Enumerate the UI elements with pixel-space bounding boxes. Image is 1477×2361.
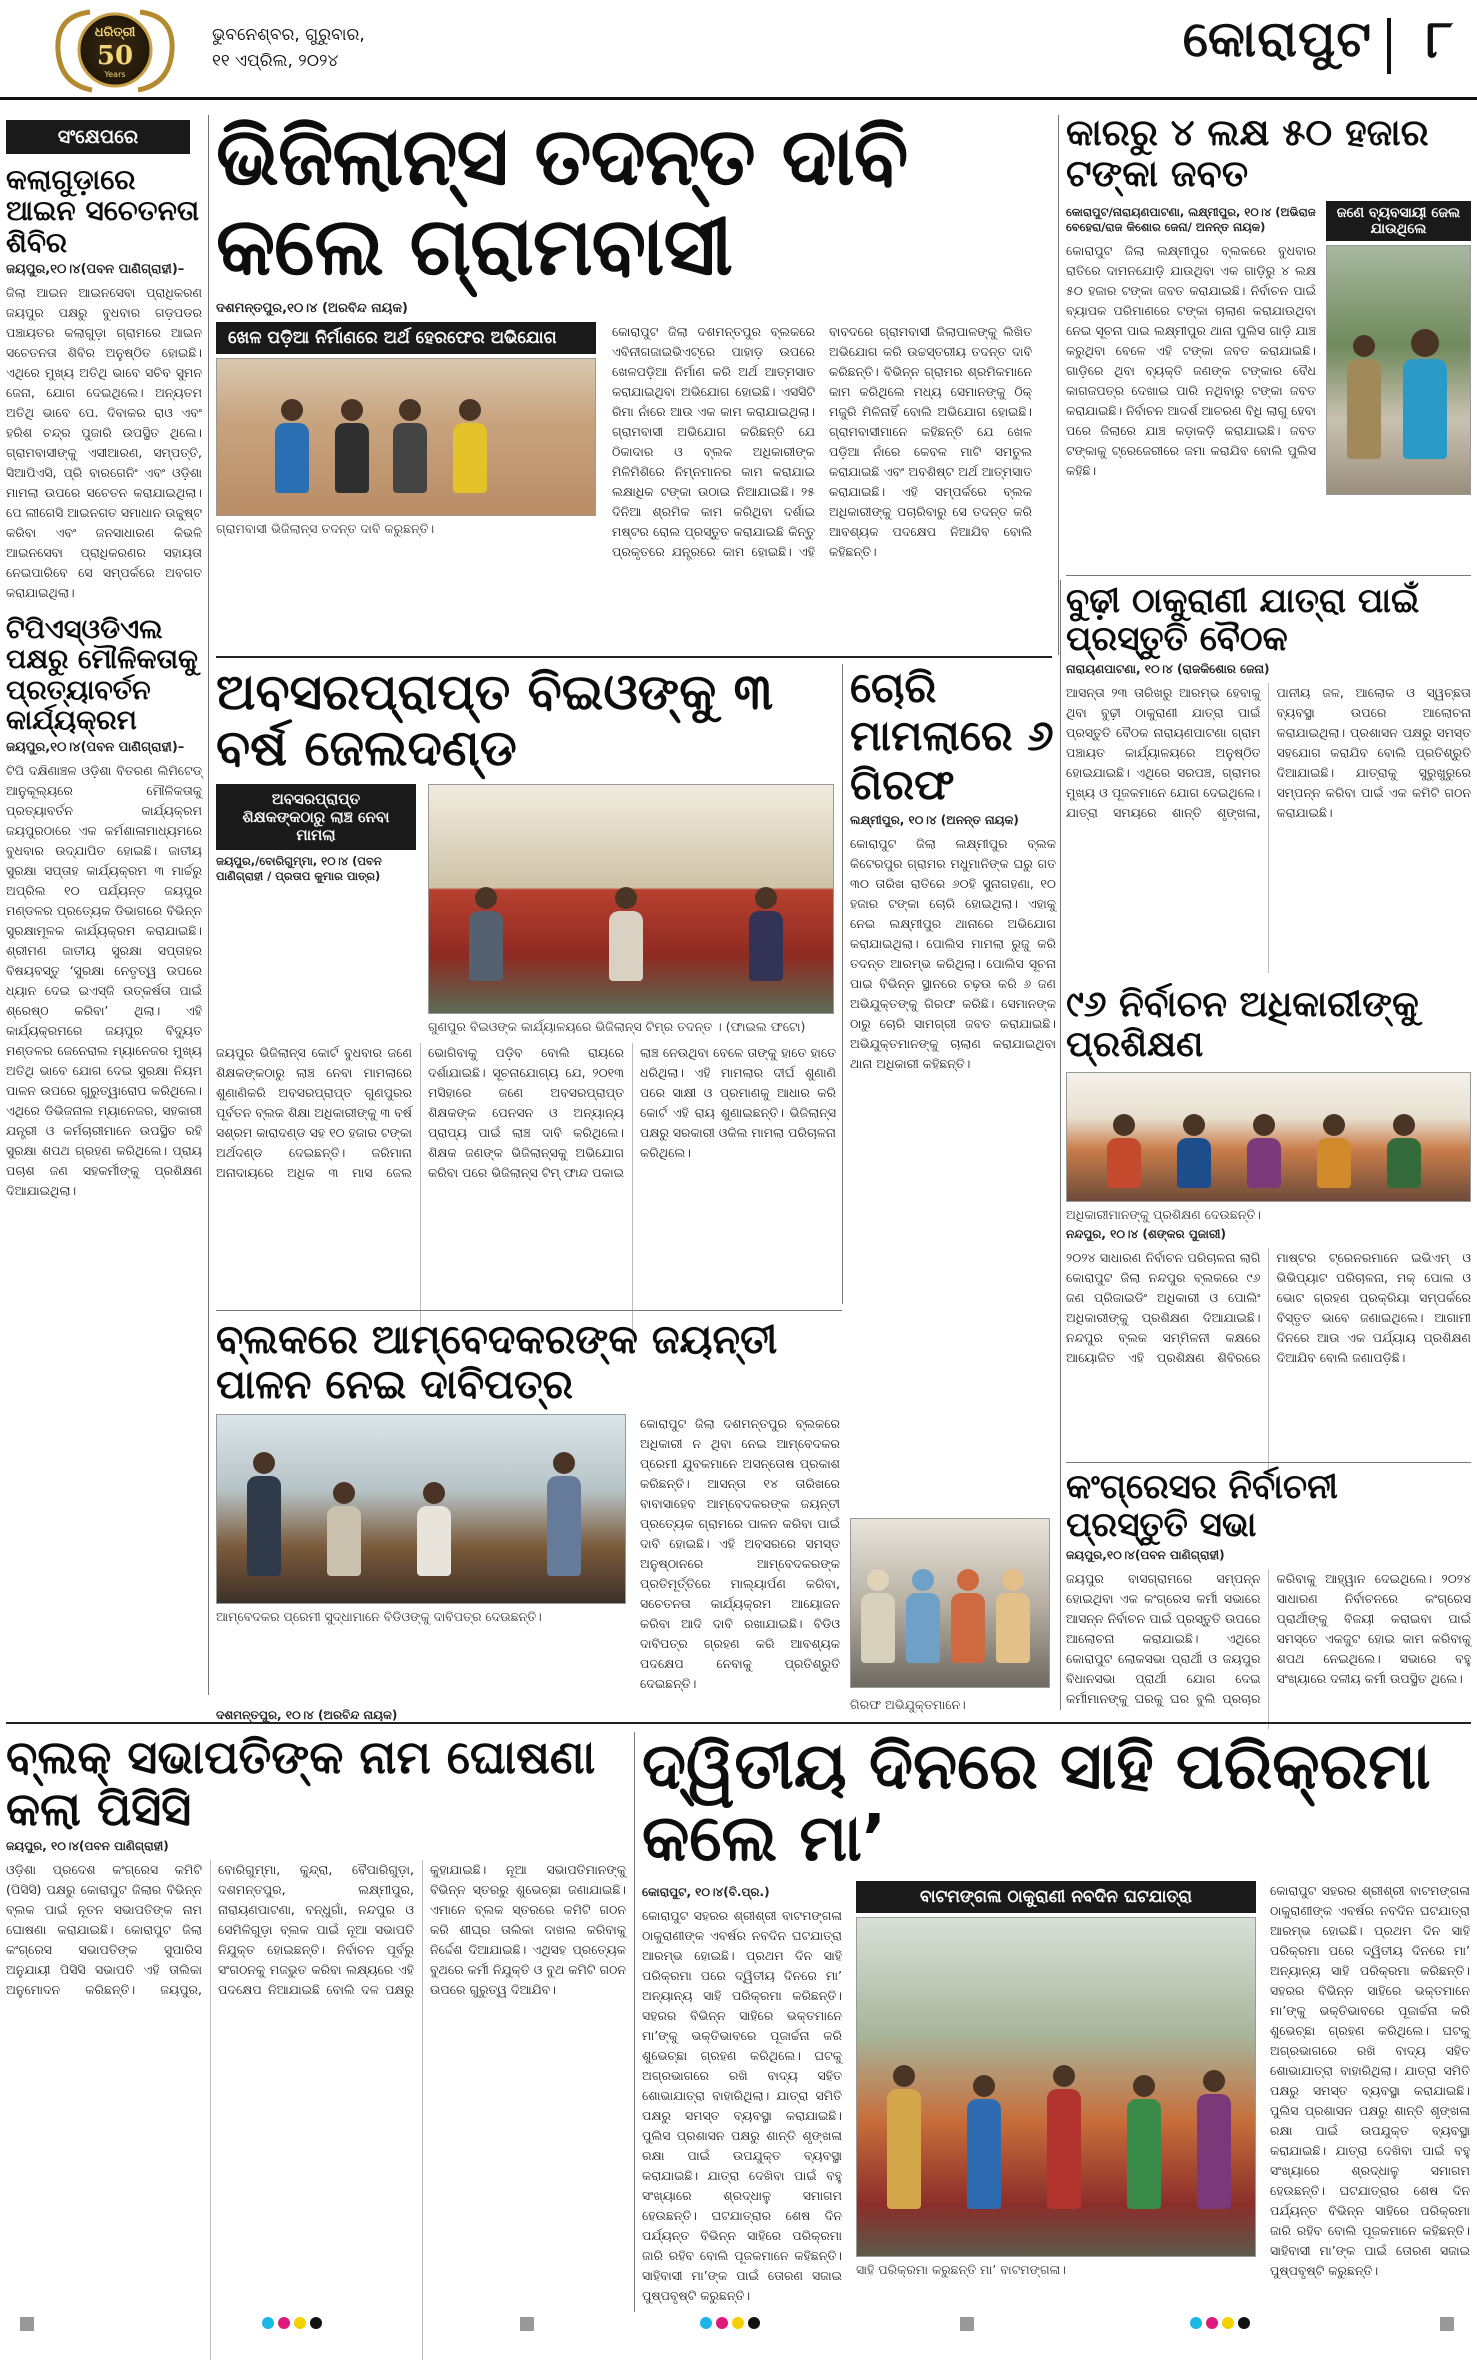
training-photo — [1066, 1072, 1471, 1202]
devotee-figure — [1047, 2065, 1081, 2209]
beo-photo — [428, 784, 834, 1014]
accused-figure — [906, 1569, 940, 1663]
festival-photo-caption: ସାହି ପରିକ୍ରମା କରୁଛନ୍ତି ମା’ ବାଟମଙ୍ଗଳା। — [856, 2262, 1066, 2278]
man-figure — [1403, 329, 1447, 459]
print-registration-marks — [0, 2317, 1477, 2331]
theft-photo-caption: ଗିରଫ ଅଭିଯୁକ୍ତମାନେ। — [850, 1697, 966, 1712]
lead-byline: ଦଶମନ୍ତପୁର,୧୦।୪ (ଅରବିନ୍ଦ ନାୟକ) — [216, 301, 408, 317]
villager-figure — [335, 399, 369, 493]
beo-photo-caption: ଗୁଣପୁର ବିଇଓଙ୍କ କାର୍ଯ୍ୟାଳୟରେ ଭିଜିଲାନ୍ସ ଟିମ୍ର ତଦନ୍ତ । (ଫାଇଲ ଫଟୋ) — [428, 1019, 806, 1034]
training-story — [1066, 985, 1471, 1460]
training-headline: ୯୬ ନିର୍ବାଚନ ଅଧିକାରୀଙ୍କୁ ପ୍ରଶିକ୍ଷଣ — [1066, 984, 1419, 1066]
villager-figure — [275, 399, 309, 493]
section-rule — [1066, 1462, 1471, 1463]
block-president-body: ଓଡ଼ିଶା ପ୍ରଦେଶ କଂଗ୍ରେସ କମିଟି (ପିସିସି) ପକ୍ଷରୁ କୋରାପୁଟ ଜିଲାର ବିଭିନ୍ନ ବ୍ଲକ ପାଇଁ ନୂତନ ସଭାପତିଙ୍କ ନାମ ଘୋଷଣା କରାଯାଇଛି। କୋରାପୁଟ ଜିଲା କଂଗ୍ରେସ ସଭାପତିଙ୍କ ସୁପାରିସ ଅନୁଯାୟୀ ପିସିସି ସଭାପତି ଏହି ତାଲିକା ଅନୁମୋଦନ କରିଛନ୍ତି। ଜୟପୁର, ବୋରିଗୁମ୍ମା, କୁନ୍ଦ୍ରା, ବୈପାରିଗୁଡ଼ା, ଦଶମନ୍ତପୁର, ଲକ୍ଷ୍ମୀପୁର, ନାରାୟଣପାଟଣା, ବନ୍ଧୁଗାଁ, ନନ୍ଦପୁର ଓ ସେମିଳିଗୁଡ଼ା ବ୍ଲକ ପାଇଁ ନୂଆ ସଭାପତି ନିଯୁକ୍ତ ହୋଇଛନ୍ତି। ନିର୍ବାଚନ ପୂର୍ବରୁ ସଂଗଠନକୁ ମଜଭୁତ କରିବା ଲକ୍ଷ୍ୟରେ ଏହି ପଦକ୍ଷେପ ନିଆଯାଇଛି ବୋଲି ଦଳ ପକ୍ଷରୁ କୁହାଯାଇଛି। ନୂଆ ସଭାପତିମାନଙ୍କୁ ବିଭିନ୍ନ ସ୍ତରରୁ ଶୁଭେଚ୍ଛା ଜଣାଯାଇଛି। ଏମାନେ ବ୍ଲକ ସ୍ତରରେ କମିଟି ଗଠନ କରି ଶୀଘ୍ର ତାଲିକା ଦାଖଲ କରିବାକୁ ନିର୍ଦ୍ଦେଶ ଦିଆଯାଇଛି। ଏଥିସହ ପ୍ରତ୍ୟେକ ବୁଥରେ କର୍ମୀ ନିଯୁକ୍ତି ଓ ବୁଥ କମିଟି ଗଠନ ଉପରେ ଗୁରୁତ୍ୱ ଦିଆଯିବ। — [6, 1862, 626, 1998]
villager-figure — [393, 399, 427, 493]
lead-photo — [216, 358, 596, 516]
festival-photo — [856, 1917, 1256, 2257]
column-rule — [208, 115, 209, 1695]
block-president-story — [6, 1732, 626, 2322]
seizure-headline: କାରରୁ ୪ ଲକ୍ଷ ୫୦ ହଜାର ଟଙ୍କା ଜବତ — [1066, 111, 1429, 196]
devotee-figure — [887, 2065, 921, 2209]
seizure-kicker: ଜଣେ ବ୍ୟବସାୟୀ ଜେଲ ଯାଉଥିଲେ — [1326, 201, 1471, 241]
officer-figure — [749, 887, 783, 981]
reg-magenta-dot — [278, 2317, 290, 2329]
lead-headline: ଭିଜିଲାନ୍ସ ତଦନ୍ତ ଦାବି କଲେ ଗ୍ରାମବାସୀ — [216, 110, 908, 293]
dharitri-50-years-logo — [40, 6, 190, 94]
training-photo-caption: ଅଧିକାରୀମାନଙ୍କୁ ପ୍ରଶିକ୍ଷଣ ଦେଉଛନ୍ତି। — [1066, 1206, 1261, 1222]
column-rule — [842, 664, 843, 1304]
villager-figure — [453, 399, 487, 493]
reg-magenta-dot — [1206, 2317, 1218, 2329]
person-figure — [547, 1452, 581, 1576]
beo-headline: ଅବସରପ୍ରାପ୍ତ ବିଇଓଙ୍କୁ ୩ ବର୍ଷ ଜେଲଦଣ୍ଡ — [216, 663, 773, 777]
theft-byline: ଲକ୍ଷ୍ମୀପୁର, ୧୦।୪ (ଅନନ୍ତ ନାୟକ) — [850, 812, 1019, 827]
seizure-body: କୋରାପୁଟ ଜିଲା ଲକ୍ଷ୍ମୀପୁର ବ୍ଲକରେ ବୁଧବାର ରାତିରେ ଦାମନଯୋଡ଼ି ଯାଉଥିବା ଏକ ଗାଡ଼ିରୁ ୪ ଲକ୍ଷ ୫୦ ହଜାର ଟଙ୍କା ଜବତ କରାଯାଇଛି। ନିର୍ବାଚନ ପାଇଁ ବ୍ୟାପକ ପରିମାଣରେ ଟଙ୍କା ଚାଲାଣ କରାଯାଉଥିବା ନେଇ ସୂଚନା ପାଇ ଲକ୍ଷ୍ମୀପୁର ଥାନା ପୁଲିସ ଗାଡ଼ି ଯାଞ୍ଚ କରୁଥିବା ବେଳେ ଏହି ଟଙ୍କା ଜବତ କରାଯାଇଛି। ଗାଡ଼ିରେ ଥିବା ବ୍ୟକ୍ତି ଜଣଙ୍କ ଟଙ୍କାର ବୈଧ କାଗଜପତ୍ର ଦେଖାଇ ପାରି ନଥିବାରୁ ଟଙ୍କା ଜବତ କରାଯାଇଛି। ନିର୍ବାଚନ ଆଦର୍ଶ ଆଚରଣ ବିଧି ଲାଗୁ ହେବା ପରେ ଜିଲାରେ ଯାଞ୍ଚ କଡ଼ାକଡ଼ି କରାଯାଇଛି। ଜବତ ଟଙ୍କାକୁ ଟ୍ରେଜେରୀରେ ଜମା କରାଯିବ ବୋଲି ପୁଲିସ କହିଛି। — [1066, 242, 1316, 478]
devotee-figure — [1127, 2075, 1161, 2209]
block-president-headline: ବ୍ଲକ୍ ସଭାପତିଙ୍କ ନାମ ଘୋଷଣା କଲା ପିସିସି — [6, 1730, 596, 1836]
bududi-byline: ନାରାୟଣପାଟଣା, ୧୦।୪ (ରାଜକିଶୋର ଜେନା) — [1066, 662, 1270, 677]
crop-mark — [960, 2317, 974, 2331]
seizure-photo — [1326, 245, 1471, 495]
training-body: ୨୦୨୪ ସାଧାରଣ ନିର୍ବାଚନ ପରିଚାଳନା ଲାଗି କୋରାପୁଟ ଜିଲା ନନ୍ଦପୁର ବ୍ଲକରେ ୯୬ ଜଣ ପ୍ରିଜାଇଡିଂ ଅଧିକାରୀ ଓ ପୋଲିଂ ଅଧିକାରୀଙ୍କୁ ପ୍ରଶିକ୍ଷଣ ଦିଆଯାଇଛି। ନନ୍ଦପୁର ବ୍ଲକ ସମ୍ମିଳନୀ କକ୍ଷରେ ଆୟୋଜିତ ଏହି ପ୍ରଶିକ୍ଷଣ ଶିବିରରେ ମାଷ୍ଟର ଟ୍ରେନରମାନେ ଇଭିଏମ୍ ଓ ଭିଭିପ୍ୟାଟ ପରିଚାଳନା, ମକ୍ ପୋଲ ଓ ଭୋଟ ଗ୍ରହଣ ପ୍ରକ୍ରିୟା ସମ୍ପର୍କରେ ବିସ୍ତୃତ ଭାବେ ଜଣାଇଥିଲେ। ଆଗାମୀ ଦିନରେ ଆଉ ଏକ ପର୍ଯ୍ୟାୟ ପ୍ରଶିକ୍ଷଣ ଦିଆଯିବ ବୋଲି ଜଣାପଡ଼ିଛି। — [1066, 1249, 1471, 1365]
festival-body-right: କୋରାପୁଟ ସହରର ଶ୍ରୀଶ୍ରୀ ବାଟମଙ୍ଗଳା ଠାକୁରାଣୀଙ୍କ ଏବର୍ଷର ନବଦିନ ଘଟଯାତ୍ରା ଆରମ୍ଭ ହୋଇଛି। ପ୍ରଥମ ଦିନ ସାହି ପରିକ୍ରମା ପରେ ଦ୍ୱିତୀୟ ଦିନରେ ମା’ ଅନ୍ୟାନ୍ୟ ସାହି ପରିକ୍ରମା କରିଛନ୍ତି। ସହରର ବିଭିନ୍ନ ସାହିରେ ଭକ୍ତମାନେ ମା’ଙ୍କୁ ଭକ୍ତିଭାବରେ ପୂଜାର୍ଚ୍ଚନା କରି ଶୁଭେଚ୍ଛା ଗ୍ରହଣ କରିଥିଲେ। ଘଟକୁ ଅଗ୍ରଭାଗରେ ରଖି ବାଦ୍ୟ ସହିତ ଶୋଭାଯାତ୍ରା ବାହାରିଥିଲା। ଯାତ୍ରା ସମିତି ପକ୍ଷରୁ ସମସ୍ତ ବ୍ୟବସ୍ଥା କରାଯାଇଛି। ପୁଲିସ ପ୍ରଶାସନ ପକ୍ଷରୁ ଶାନ୍ତି ଶୃଙ୍ଖଳା ରକ୍ଷା ପାଇଁ ଉପଯୁକ୍ତ ବ୍ୟବସ୍ଥା କରାଯାଇଛି। ଯାତ୍ରା ଦେଖିବା ପାଇଁ ବହୁ ସଂଖ୍ୟାରେ ଶ୍ରଦ୍ଧାଳୁ ସମାଗମ ହେଉଛନ୍ତି। ଘଟଯାତ୍ରାର ଶେଷ ଦିନ ପର୍ଯ୍ୟନ୍ତ ବିଭିନ୍ନ ସାହିରେ ପରିକ୍ରମା ଜାରି ରହିବ ବୋଲି ପୂଜକମାନେ କହିଛନ୍ତି। ସାହିବାସୀ ମା’ଙ୍କ ପାଇଁ ତୋରଣ ସଜାଇ ପୁଷ୍ପବୃଷ୍ଟି କରୁଛନ୍ତି। — [1270, 1883, 1470, 2279]
beo-body: ଜୟପୁର ଭିଜିଲାନ୍ସ କୋର୍ଟ ବୁଧବାର ଜଣେ ଶିକ୍ଷକଙ୍କଠାରୁ ଲାଞ୍ଚ ନେବା ମାମଲାରେ ଶୁଣାଣିକରି ଅବସରପ୍ରାପ୍ତ ଗୁଣପୁରର ପୂର୍ବତନ ବ୍ଲକ ଶିକ୍ଷା ଅଧିକାରୀଙ୍କୁ ୩ ବର୍ଷ ସଶ୍ରମ କାରାଦଣ୍ଡ ସହ ୧୦ ହଜାର ଟଙ୍କା ଅର୍ଥଦଣ୍ଡ ଦେଇଛନ୍ତି। ଜରିମାନା ଅନାଦାୟରେ ଅଧିକ ୩ ମାସ ଜେଲ ଭୋଗିବାକୁ ପଡ଼ିବ ବୋଲି ରାୟରେ ଦର୍ଶାଯାଇଛି। ସୂଚନାଯୋଗ୍ୟ ଯେ, ୨୦୧୩ ମସିହାରେ ଜଣେ ଅବସରପ୍ରାପ୍ତ ଶିକ୍ଷକଙ୍କ ପେନସନ ଓ ଅନ୍ୟାନ୍ୟ ପ୍ରାପ୍ୟ ପାଇଁ ଲାଞ୍ଚ ଦାବି କରିଥିଲେ। ଶିକ୍ଷକ ଜଣଙ୍କ ଭିଜିଲାନ୍ସକୁ ଅଭିଯୋଗ କରିବା ପରେ ଭିଜିଲାନ୍ସ ଟିମ୍ ଫାନ୍ଦ ପକାଇ ଲାଞ୍ଚ ନେଉଥିବା ବେଳେ ତାଙ୍କୁ ହାତେ ହାତେ ଧରିଥିଲା। ଏହି ମାମଲାର ଦୀର୍ଘ ଶୁଣାଣି ପରେ ସାକ୍ଷୀ ଓ ପ୍ରମାଣକୁ ଆଧାର କରି କୋର୍ଟ ଏହି ରାୟ ଶୁଣାଇଛନ୍ତି। ଭିଜିଲାନ୍ସ ପକ୍ଷରୁ ସରକାରୀ ଓକିଲ ମାମଲା ପରିଚାଳନା କରିଥିଲେ। — [216, 1045, 836, 1180]
crop-mark — [20, 2317, 34, 2331]
reg-black-dot — [748, 2317, 760, 2329]
lead-photo-caption: ଗ୍ରାମବାସୀ ଭିଜିଲାନ୍ସ ତଦନ୍ତ ଦାବି କରୁଛନ୍ତି। — [216, 521, 435, 537]
festival-body-left: କୋରାପୁଟ ସହରର ଶ୍ରୀଶ୍ରୀ ବାଟମଙ୍ଗଳା ଠାକୁରାଣୀଙ୍କ ଏବର୍ଷର ନବଦିନ ଘଟଯାତ୍ରା ଆରମ୍ଭ ହୋଇଛି। ପ୍ରଥମ ଦିନ ସାହି ପରିକ୍ରମା ପରେ ଦ୍ୱିତୀୟ ଦିନରେ ମା’ ଅନ୍ୟାନ୍ୟ ସାହି ପରିକ୍ରମା କରିଛନ୍ତି। ସହରର ବିଭିନ୍ନ ସାହିରେ ଭକ୍ତମାନେ ମା’ଙ୍କୁ ଭକ୍ତିଭାବରେ ପୂଜାର୍ଚ୍ଚନା କରି ଶୁଭେଚ୍ଛା ଗ୍ରହଣ କରିଥିଲେ। ଘଟକୁ ଅଗ୍ରଭାଗରେ ରଖି ବାଦ୍ୟ ସହିତ ଶୋଭାଯାତ୍ରା ବାହାରିଥିଲା। ଯାତ୍ରା ସମିତି ପକ୍ଷରୁ ସମସ୍ତ ବ୍ୟବସ୍ଥା କରାଯାଇଛି। ପୁଲିସ ପ୍ରଶାସନ ପକ୍ଷରୁ ଶାନ୍ତି ଶୃଙ୍ଖଳା ରକ୍ଷା ପାଇଁ ଉପଯୁକ୍ତ ବ୍ୟବସ୍ଥା କରାଯାଇଛି। ଯାତ୍ରା ଦେଖିବା ପାଇଁ ବହୁ ସଂଖ୍ୟାରେ ଶ୍ରଦ୍ଧାଳୁ ସମାଗମ ହେଉଛନ୍ତି। ଘଟଯାତ୍ରାର ଶେଷ ଦିନ ପର୍ଯ୍ୟନ୍ତ ବିଭିନ୍ନ ସାହିରେ ପରିକ୍ରମା ଜାରି ରହିବ ବୋଲି ପୂଜକମାନେ କହିଛନ୍ତି। ସାହିବାସୀ ମା’ଙ୍କ ପାଇଁ ତୋରଣ ସଜାଇ ପୁଷ୍ପବୃଷ୍ଟି କରୁଛନ୍ତି। — [642, 1908, 842, 2304]
page-number: ୮ — [1425, 10, 1453, 70]
brief-item1-title: କଲାଗୁଡ଼ାରେ ଆଇନ ସଚେତନତା ଶିବିର — [6, 163, 200, 259]
festival-story — [642, 1732, 1471, 2322]
section-rule — [6, 1722, 1471, 1724]
attendee-figure — [1247, 1114, 1281, 1188]
bududi-story — [1066, 582, 1471, 977]
reg-black-dot — [310, 2317, 322, 2329]
dateline-place-day: ଭୁବନେଶ୍ବର, ଗୁରୁବାର, — [212, 25, 365, 45]
bududi-headline: ବୁଢ଼ୀ ଠାକୁରାଣୀ ଯାତ୍ରା ପାଇଁ ପ୍ରସ୍ତୁତି ବୈଠକ — [1066, 581, 1420, 660]
ambedkar-body-side: କୋରାପୁଟ ଜିଲା ଦଶମନ୍ତପୁର ବ୍ଲକରେ ଅଧିକାରୀ ନ ଥିବା ନେଇ ଆମ୍ବେଦକର ପ୍ରେମୀ ଯୁବକମାନେ ଅସନ୍ତୋଷ ପ୍ରକାଶ କରିଛନ୍ତି। ଆସନ୍ତା ୧୪ ତାରିଖରେ ବାବାସାହେବ ଆମ୍ବେଦକରଙ୍କ ଜୟନ୍ତୀ ପ୍ରତ୍ୟେକ ଗ୍ରାମରେ ପାଳନ କରିବା ପାଇଁ ଦାବି ହୋଇଛି। ଏହି ଅବସରରେ ସମସ୍ତ ଅନୁଷ୍ଠାନରେ ଆମ୍ବେଦକରଙ୍କ ପ୍ରତିମୂର୍ତ୍ତିରେ ମାଲ୍ୟାର୍ପଣ କରିବା, ସଚେତନତା କାର୍ଯ୍ୟକ୍ରମ ଆୟୋଜନ କରିବା ଆଦି ଦାବି ରଖାଯାଇଛି। ବିଡିଓ ଦାବିପତ୍ର ଗ୍ରହଣ କରି ଆବଶ୍ୟକ ପଦକ୍ଷେପ ନେବାକୁ ପ୍ରତିଶ୍ରୁତି ଦେଇଛନ୍ତି। — [640, 1415, 840, 1691]
section-title: କୋରାପୁଟ — [1182, 10, 1372, 68]
officer-figure — [469, 887, 503, 981]
crop-mark — [520, 2317, 534, 2331]
section-rule — [216, 1310, 842, 1311]
accused-figure — [861, 1569, 895, 1663]
brief-item1-byline: ଜୟପୁର,୧୦।୪(ପବନ ପାଣିଗ୍ରାହୀ)– — [6, 262, 185, 278]
reg-yellow-dot — [294, 2317, 306, 2329]
brief-kicker: ସଂକ୍ଷେପରେ — [6, 120, 190, 154]
accused-figure — [951, 1569, 985, 1663]
bududi-body: ଆସନ୍ତା ୨୩ ତାରିଖରୁ ଆରମ୍ଭ ହେବାକୁ ଥିବା ବୁଢ଼ୀ ଠାକୁରାଣୀ ଯାତ୍ରା ପାଇଁ ପ୍ରସ୍ତୁତି ବୈଠକ ନାରାୟଣପାଟଣା ଗ୍ରାମ ପଞ୍ଚାୟତ କାର୍ଯ୍ୟାଳୟରେ ଅନୁଷ୍ଠିତ ହୋଇଯାଇଛି। ଏଥିରେ ସରପଞ୍ଚ, ଗ୍ରାମର ମୁଖ୍ୟ ଓ ପୂଜକମାନେ ଯୋଗ ଦେଇଥିଲେ। ଯାତ୍ରା ସମୟରେ ଶାନ୍ତି ଶୃଙ୍ଖଳା, ପାନୀୟ ଜଳ, ଆଲୋକ ଓ ସ୍ୱଚ୍ଛତା ବ୍ୟବସ୍ଥା ଉପରେ ଆଲୋଚନା କରାଯାଇଥିଲା। ପ୍ରଶାସନ ପକ୍ଷରୁ ସମସ୍ତ ସହଯୋଗ କରାଯିବ ବୋଲି ପ୍ରତିଶ୍ରୁତି ଦିଆଯାଇଛି। ଯାତ୍ରାକୁ ସୁରୁଖୁରୁରେ ସମ୍ପନ୍ନ କରିବା ପାଇଁ ଏକ କମିଟି ଗଠନ କରାଯାଇଛି। — [1066, 685, 1471, 821]
brief-column — [6, 120, 202, 1695]
festival-kicker: ବାଟମଙ୍ଗଳା ଠାକୁରାଣୀ ନବଦିନ ଘଟଯାତ୍ରା — [856, 1881, 1256, 1913]
beo-byline: ଜୟପୁର,/ବୋରିଗୁମ୍ମା, ୧୦।୪ (ପବନ ପାଣିଗ୍ରାହୀ / ପ୍ରତାପ କୁମାର ପାତ୍ର) — [216, 854, 382, 883]
reg-yellow-dot — [732, 2317, 744, 2329]
dateline — [212, 22, 365, 74]
block-president-byline: ଜୟପୁର, ୧୦।୪(ପବନ ପାଣିଗ୍ରାହୀ) — [6, 1839, 169, 1854]
brief-item2-body: ଟିପି ଦକ୍ଷିଣାଞ୍ଚଳ ଓଡ଼ିଶା ବିତରଣ ଲିମିଟେଡ୍ ଆନୁକୂଲ୍ୟରେ ମୌଳିକତାକୁ ପ୍ରତ୍ୟାବର୍ତନ କାର୍ଯ୍ୟକ୍ରମ ଜୟପୁରଠାରେ ଏକ କର୍ମଶାଳାମାଧ୍ୟମରେ ବୁଧବାର ଉଦ୍ଯାପିତ ହୋଇଛି। ଜାତୀୟ ସୁରକ୍ଷା ସପ୍ତାହ କାର୍ଯ୍ୟକ୍ରମ ୩ ମାର୍ଚ୍ଚରୁ ଅପ୍ରିଲ ୧୦ ପର୍ଯ୍ୟନ୍ତ ଜୟପୁର ମଣ୍ଡଳର ପ୍ରତ୍ୟେକ ଡିଭାଗରେ ବିଭିନ୍ନ ସୁରକ୍ଷାମୂଳକ କାର୍ଯ୍ୟକ୍ରମ କରାଯାଇଛି। ଶ୍ରୀମଣ ଜାତୀୟ ସୁରକ୍ଷା ସପ୍ତାହର ବିଷୟବସ୍ତୁ ‘ସୁରକ୍ଷା ନେତୃତ୍ୱ ଉପରେ ଧ୍ୟାନ ଦେଇ ଇଏସ୍ଜି ଉତ୍କର୍ଷତା ପାଇଁ ଶ୍ରେଷ୍ଠ କରିବା’ ଥିଲା। ଏହି କାର୍ଯ୍ୟକ୍ରମରେ ଜୟପୁର ବିଦ୍ୟୁତ ମଣ୍ଡଳର ଜେନେରାଲ ମ୍ୟାନେଜର ମୁଖ୍ୟ ଅତିଥି ଭାବେ ଯୋଗ ଦେଇ ସୁରକ୍ଷା ନିୟମ ପାଳନ ଉପରେ ଗୁରୁତ୍ୱାରୋପ କରିଥିଲେ। ଏଥିରେ ଡିଭିଜନାଲ ମ୍ୟାନେଜର, ସହକାରୀ ଯନ୍ତ୍ରୀ ଓ କର୍ମଚାରୀମାନେ ଉପସ୍ଥିତ ରହି ସୁରକ୍ଷା ଶପଥ ଗ୍ରହଣ କରିଥିଲେ। ପ୍ରାୟ ପଚାଶ ଜଣ ସହକର୍ମୀଙ୍କୁ ପ୍ରଶିକ୍ଷଣ ଦିଆଯାଇଥିଲା। — [6, 763, 202, 1199]
officer-figure — [609, 887, 643, 981]
section-rule — [216, 656, 1052, 658]
logo-wordmark: ଧରିତ୍ରୀ — [94, 25, 136, 40]
congress-byline: ଜୟପୁର,୧୦।୪(ପବନ ପାଣିଗ୍ରାହୀ) — [1066, 1548, 1225, 1563]
beo-story — [216, 664, 836, 1344]
lead-kicker: ଖେଳ ପଡ଼ିଆ ନିର୍ମାଣରେ ଅର୍ଥ ହେରଫେର ଅଭିଯୋଗ — [216, 322, 596, 354]
festival-headline: ଦ୍ୱିତୀୟ ଦିନରେ ସାହି ପରିକ୍ରମା କଲେ ମା’ — [642, 1730, 1431, 1876]
ambedkar-byline: ଦଶମନ୍ତପୁର, ୧୦।୪ (ଅରବିନ୍ଦ ନାୟକ) — [216, 1707, 398, 1722]
beo-kicker: ଅବସରପ୍ରାପ୍ତ ଶିକ୍ଷକଙ୍କଠାରୁ ଲାଞ୍ଚ ନେବା ମାମଲା — [216, 784, 416, 850]
dateline-date: ୧୧ ଏପ୍ରିଲ, ୨୦୨୪ — [212, 51, 339, 71]
reg-yellow-dot — [1222, 2317, 1234, 2329]
brief-item1-body: ଜିଲା ଆଇନ ଆଇନସେବା ପ୍ରାଧିକରଣ ଜୟପୁର ପକ୍ଷରୁ ବୁଧବାର ଗଡ଼ପଡର ପଞ୍ଚାୟତର କଲାଗୁଡ଼ା ଗ୍ରାମରେ ଆଇନ ସଚେତନତା ଶିବିର ଅନୁଷ୍ଠିତ ହୋଇଛି। ଏଥିରେ ମୁଖ୍ୟ ଅତିଥି ଭାବେ ସଚିବ ସୁମନ ଜେନା, ଯୋଗ ଦେଇଥିଲେ। ଅନ୍ୟତମ ଅତିଥି ଭାବେ ପେ. ଦିବାକର ରାଓ ଏବଂ ହରିଶ ଚନ୍ଦ୍ର ପୁଜାରି ଉପସ୍ଥିତ ଥିଲେ। ଗ୍ରାମବାସୀଙ୍କୁ ଏସୀଆରଣ, ସମ୍ପତ୍ତି, ସିଆପିଏସି, ପ୍ରି ବାରଗେନିଂ ଏବଂ ଓଡ଼ିଶା ମାମଲା ଉପରେ ସଚେତନ କରାଯାଇଥିଲା। ପେ ଲୀଗେସି ଆଇନଗତ ସମାଧାନ ଉଚ୍ଚୁଷ୍ଟ କରିବା ଏବଂ ଜନସାଧାରଣ କିଭଳି ଆଇନସେବା ପ୍ରାଧିକରଣର ସହାୟତା ନେଇପାରିବେ ସେ ସମ୍ପର୍କରେ ଅବଗତ କରାଯାଇଥିଲା। — [6, 285, 202, 601]
police-figure — [1347, 335, 1381, 459]
training-byline: ନନ୍ଦପୁର, ୧୦।୪ (ଶଙ୍କର ପୁଜାରୀ) — [1066, 1226, 1227, 1241]
page-number-divider — [1387, 18, 1391, 74]
theft-headline: ଚୋରି ମାମଲାରେ ୬ ଗିରଫ — [850, 663, 1054, 809]
masthead — [0, 0, 1477, 100]
ambedkar-photo — [216, 1414, 626, 1604]
column-rule — [634, 1732, 635, 2312]
attendee-figure — [1317, 1114, 1351, 1188]
devotee-figure — [1197, 2070, 1231, 2209]
reg-magenta-dot — [716, 2317, 728, 2329]
reg-cyan-dot — [1190, 2317, 1202, 2329]
person-figure — [247, 1452, 281, 1576]
ambedkar-photo-caption: ଆମ୍ବେଦକର ପ୍ରେମୀ ସୁଦ୍ଧାମାନେ ବିଡିଓଙ୍କୁ ଦାବିପତ୍ର ଦେଉଛନ୍ତି। — [216, 1608, 542, 1624]
seizure-byline: କୋରାପୁଟ/ନାରାୟଣପାଟଣା, ଲକ୍ଷ୍ମୀପୁର, ୧୦।୪ (ଅଭିରାଜ ବେହେରା/ରାଜ କିଶୋର ଜେନା/ ଅନନ୍ତ ନାୟକ) — [1066, 204, 1316, 234]
festival-byline: କୋରାପୁଟ, ୧୦।୪(ବି.ପ୍ର.) — [642, 1885, 770, 1900]
reg-cyan-dot — [262, 2317, 274, 2329]
logo-years-number: 50 — [96, 41, 134, 71]
seizure-story — [1066, 112, 1471, 572]
attendee-figure — [1107, 1114, 1141, 1188]
congress-side-photo — [850, 1518, 1050, 1688]
devotee-figure — [967, 2075, 1001, 2209]
congress-story — [850, 1468, 1471, 1718]
ambedkar-headline: ବ୍ଲକରେ ଆମ୍ବେଦକରଙ୍କ ଜୟନ୍ତୀ ପାଳନ ନେଇ ଦାବିପତ୍ର — [216, 1317, 778, 1408]
attendee-figure — [1387, 1114, 1421, 1188]
congress-body: ଜୟପୁର ବାସଗ୍ରାମରେ ସମ୍ପନ୍ନ ହୋଇଥିବା ଏକ କଂଗ୍ରେସ କର୍ମୀ ସଭାରେ ଆସନ୍ନ ନିର୍ବାଚନ ପାଇଁ ପ୍ରସ୍ତୁତି ଉପରେ ଆଲୋଚନା କରାଯାଇଛି। ଏଥିରେ କୋରାପୁଟ ଲୋକସଭା ପ୍ରାର୍ଥୀ ଓ ଜୟପୁର ବିଧାନସଭା ପ୍ରାର୍ଥୀ ଯୋଗ ଦେଇ କର୍ମୀମାନଙ୍କୁ ଘରକୁ ଘର ବୁଲି ପ୍ରଚାର କରିବାକୁ ଆହ୍ୱାନ ଦେଇଥିଲେ। ୨୦୨୪ ସାଧାରଣ ନିର୍ବାଚନରେ କଂଗ୍ରେସ ପ୍ରାର୍ଥୀଙ୍କୁ ବିଜୟୀ କରାଇବା ପାଇଁ ସମସ୍ତେ ଏକଜୁଟ ହୋଇ କାମ କରିବାକୁ ଶପଥ ନେଇଥିଲେ। ସଭାରେ ବହୁ ସଂଖ୍ୟାରେ ଦଳୀୟ କର୍ମୀ ଉପସ୍ଥିତ ଥିଲେ। — [1066, 1571, 1471, 1707]
congress-headline: କଂଗ୍ରେସର ନିର୍ବାଚନୀ ପ୍ରସ୍ତୁତି ସଭା — [1066, 1467, 1338, 1546]
lead-body: କୋରାପୁଟ ଜିଲା ଦଶମନ୍ତପୁର ବ୍ଲକରେ ଏବିନୀଗଜାଇଭିଏଟ୍‌ରେ ପାହାଡ଼ ଉପରେ ଖେଳପଡ଼ିଆ ନିର୍ମାଣ କରି ଅର୍ଥ ଆତ୍ମସାତ କରାଯାଇଥିବା ଅଭିଯୋଗ ହୋଇଛି। ଏସସିଟି ରିମା ନାଁରେ ଆଉ ଏକ କାମ କରାଯାଇଥିଲା। ଗ୍ରାମବାସୀ ଅଭିଯୋଗ କରିଛନ୍ତି ଯେ ଠିକାଦାର ଓ ବ୍ଲକ ଅଧିକାରୀଙ୍କ ମିଳିମିଶିରେ ନିମ୍ନମାନର କାମ କରାଯାଇ ଲକ୍ଷାଧିକ ଟଙ୍କା ଉଠାଇ ନିଆଯାଇଛି। ୨୫ ଦିନିଆ ଶ୍ରମିକ କାମ କରିଥିବା ଦର୍ଶାଇ ମଷ୍ଟର ରୋଲ ପ୍ରସ୍ତୁତ କରାଯାଇଛି କିନ୍ତୁ ପ୍ରକୃତରେ ଯନ୍ତ୍ରରେ କାମ ହୋଇଛି। ଏହି ବାବଦରେ ଗ୍ରାମବାସୀ ଜିଲାପାଳଙ୍କୁ ଲିଖିତ ଅଭିଯୋଗ କରି ଉଚ୍ଚସ୍ତରୀୟ ତଦନ୍ତ ଦାବି କରିଛନ୍ତି। ବିଭିନ୍ନ ଗ୍ରାମର ଶ୍ରମିକମାନେ କାମ କରିଥିଲେ ମଧ୍ୟ ସେମାନଙ୍କୁ ଠିକ୍ ମଜୁରି ମିଳିନାହିଁ ବୋଲି ଅଭିଯୋଗ ହୋଇଛି। ଗ୍ରାମବାସୀମାନେ କହିଛନ୍ତି ଯେ ଖେଳ ପଡ଼ିଆ ନାଁରେ କେବଳ ମାଟି ସମତୁଲ କରାଯାଇଛି ଏବଂ ଅବଶିଷ୍ଟ ଅର୍ଥ ଆତ୍ମସାତ କରାଯାଇଛି। ଏହି ସମ୍ପର୍କରେ ବ୍ଲକ ଅଧିକାରୀଙ୍କୁ ପଚାରିବାରୁ ସେ ତଦନ୍ତ କରି ଆବଶ୍ୟକ ପଦକ୍ଷେପ ନିଆଯିବ ବୋଲି କହିଛନ୍ତି। — [612, 324, 1032, 560]
reg-black-dot — [1238, 2317, 1250, 2329]
person-figure — [327, 1482, 361, 1576]
column-rule — [1058, 115, 1059, 655]
logo-years-word: Years — [104, 70, 126, 79]
reg-cyan-dot — [700, 2317, 712, 2329]
attendee-figure — [1177, 1114, 1211, 1188]
section-rule — [1066, 575, 1471, 576]
person-figure — [417, 1482, 451, 1576]
brief-item2-byline: ଜୟପୁର,୧୦।୪(ପବନ ପାଣିଗ୍ରାହୀ)– — [6, 740, 185, 756]
ambedkar-story — [216, 1317, 842, 1722]
accused-figure — [996, 1569, 1030, 1663]
theft-body: କୋରାପୁଟ ଜିଲା ଲକ୍ଷ୍ମୀପୁର ବ୍ଲକ କିଟେରପୁର ଗ୍ରାମର ମଧୁମାନିଙ୍କ ଘରୁ ଗତ ୩୦ ତାରିଖ ରାତିରେ ୬୦ହି ସୁନାଗହଣା, ୧୦ ହଜାର ଟଙ୍କା ଚୋରି ହୋଇଥିଲା। ଏହାକୁ ନେଇ ଲକ୍ଷ୍ମୀପୁର ଥାନାରେ ଅଭିଯୋଗ କରାଯାଇଥିଲା। ପୋଲିସ ମାମଲା ରୁଜୁ କରି ତଦନ୍ତ ଆରମ୍ଭ କରିଥିଲା। ପୋଲିସ ସୂଚନା ପାଇ ବିଭିନ୍ନ ସ୍ଥାନରେ ଚଢ଼ଉ କରି ୬ ଜଣ ଅଭିଯୁକ୍ତଙ୍କୁ ଗିରଫ କରିଛି। ସେମାନଙ୍କ ଠାରୁ ଚୋରି ସାମଗ୍ରୀ ଜବତ କରାଯାଇଛି। ଅଭିଯୁକ୍ତମାନଙ୍କୁ ଚାଲାଣ କରାଯାଇଥିବା ଥାନା ଅଧିକାରୀ କହିଛନ୍ତି। — [850, 835, 1056, 1071]
brief-item2-title: ଟିପିଏସ୍ଓଡିଏଲ ପକ୍ଷରୁ ମୌଳିକତାକୁ ପ୍ରତ୍ୟାବର୍ତନ କାର୍ଯ୍ୟକ୍ରମ — [6, 614, 198, 736]
crop-mark — [1440, 2317, 1454, 2331]
lead-story — [216, 112, 1048, 652]
